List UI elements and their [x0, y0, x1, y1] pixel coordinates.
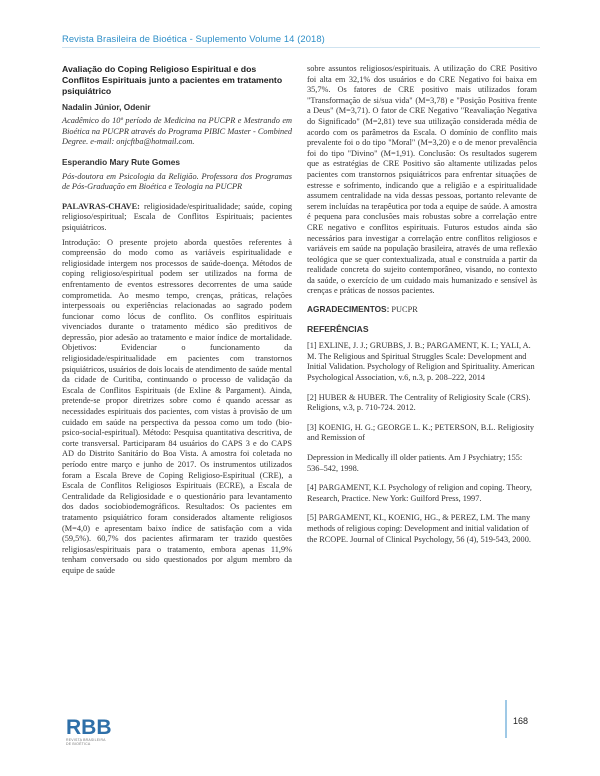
- abstract-body-right: sobre assuntos religiosos/espirituais. A utilização do CRE Positivo foi alta em 32,1% dos usuários e do CRE Negativo foi baixa em 35,7%. Os fatores de CRE positivo mais utilizados foram "Transformação de si/sua vida" (M=3,78) e "Posição Positiva frente a Deus" (M=3,71). O fator de CRE Negativo "Reavaliação Negativa do Significado" (M=2,81) teve sua utilização considerada média de acordo com os parâmetros da Escala. O domínio de conflito mais prevalente foi o do tipo "Moral" (M=3,20) e o de menor prevalência foi do tipo "Divino" (M=1,91). Conclusão: Os resultados sugerem que as estratégias de CRE Positivo são altamente utilizadas pelos pacientes com transtornos psiquiátricos para enfrentar situações de estresse e sofrimento, indicando que a religião e a espiritualidade assumem centralidade na vida dessas pessoas, portanto relevante de serem incluídas na terapêutica por toda a equipe de saúde. A amostra é pequena para conclusões mais robustas sobre a correlação entre CRE negativo e conflitos espirituais. Futuros estudos ainda são necessários para investigar a correlação entre conflitos religiosos e variáveis em saúde na população brasileira, através de uma reflexão teológica que se quer contextualizada, atual e construída a partir da realidade concreta do sujeito contemporâneo, visando, no contexto da saúde, o exercício de um cuidado mais humanizado e sensível às crenças e práticas de nossos pacientes.: [307, 64, 537, 296]
- references-title: REFERÊNCIAS: [307, 323, 369, 334]
- journal-header: Revista Brasileira de Bioética - Suplemento Volume 14 (2018): [62, 33, 325, 44]
- reference-item: [3] KOENIG, H. G.; GEORGE L. K.; PETERSON, B.L. Religiosity and Remission of: [307, 422, 535, 443]
- author-affiliation: Acadêmico do 10º período de Medicina na PUCPR e Mestrando em Bioética na PUCPR através do Programa PIBIC Master - Combined Degree. e-mail: onjcftba@hotmail.com.: [62, 116, 292, 147]
- coauthor-name: Esperandio Mary Rute Gomes: [62, 156, 181, 167]
- reference-item: [4] PARGAMENT, K.I. Psychology of religion and coping. Theory, Research, Practice. New York: Guilford Press, 1997.: [307, 483, 532, 503]
- header-divider: [62, 47, 540, 48]
- coauthor-affiliation: Pós-doutora em Psicologia da Religião. Professora dos Programas de Pós-Graduação em Bioética e Teologia na PUCPR: [62, 171, 292, 192]
- reference-item: [2] HUBER & HUBER. The Centrality of Religiosity Scale (CRS). Religions, v.3, p. 710-724. 2012.: [307, 392, 531, 413]
- acknowledgements: [307, 304, 537, 316]
- right-column: [307, 64, 537, 554]
- page-number: 168: [513, 716, 529, 726]
- keywords-text: religiosidade/espiritualidade; saúde, coping religioso/espiritual; Escala de Conflitos Espirituais; pacientes psiquiátricos.: [62, 201, 292, 232]
- reference-item: [1] EXLINE, J. J.; GRUBBS, J. B.; PARGAMENT, K. I.; YALI, A. M. The Religious and Spiritual Struggles Scale: Development and Initial Validation. Psychology of Religion and Spirituality. American Psychological Association, v.6, n.3, p. 208–222, 2014: [307, 341, 535, 383]
- left-column: [62, 64, 292, 577]
- article-title: Avaliação do Coping Religioso Espiritual e dos Conflitos Espirituais junto a pacientes em tratamento psiquiátrico: [62, 64, 283, 97]
- page-number-bar: [505, 700, 507, 738]
- rbb-logo-caption: REVISTA BRASILEIRA DE BIOÉTICA: [66, 738, 106, 746]
- rbb-logo-text: RBB: [66, 716, 112, 739]
- author-name: Nadalin Júnior, Odenir: [62, 101, 151, 112]
- keywords-label: PALAVRAS-CHAVE:: [62, 201, 140, 211]
- keywords: [62, 202, 292, 234]
- acknowledgements-label: AGRADECIMENTOS:: [307, 304, 390, 315]
- abstract-body-left: Introdução: O presente projeto aborda questões referentes à compreensão do modo como as variáveis espiritualidade e religiosidade intergem nos processos de saúde-doença. Métodos de coping religioso/espiritual podem ser utilizados na forma de enfrentamento de eventos estressores decorrentes de uma saúde comprometida. Ao mesmo tempo, crenças, práticas, relações interpessoais ou experiências relacionadas ao sagrado podem funcionar como lócus de conflito. Os conflitos espirituais vivenciados durante o tratamento médico são preditivos de depressão, pior adesão ao tratamento e maior índice de mortalidade. Objetivos: Evidenciar o funcionamento da religiosidade/espiritualidade em pacientes com transtornos psiquiátricos, usuários de dois locais de atendimento de saúde mental da cidade de Curitiba, continuando o processo de validação da Escala de Conflitos Espirituais (de Exline & Pargament). Ainda, pretende-se propor diretrizes sobre como é quando acessar as necessidades espirituais dos pacientes, com vistas à provisão de um cuidado em saúde na perspectiva da pessoa como um todo (bio-psico-social-espiritual). Método: Pesquisa quantitativa descritiva, de corte transversal. Participaram 84 usuários do CAPS 3 e do CAPS AD do Distrito Sanitário do Boa Vista. A amostra foi coletada no período entre março e junho de 2017. Os instrumentos utilizados foram a Escala Breve de Coping Religioso-Espiritual (CRE), a Escala de Conflitos Religiosos Espirituais (ECRE), a Escala de Centralidade da Religiosidade e o questionário para levantamento dos dados sociobiodemográficos. Resultados: Os pacientes em tratamento psiquiátrico foram considerados altamente religiosos (M=4,0) e apresentam baixo índice de satisfação com a vida (59,5%). 60,7% dos pacientes afirmaram ter trazido questões religiosas/espirituais para o tratamento, embora apenas 11,9% tenham conversado ou sido questionados por algum membro da equipe de saúde: [62, 237, 292, 575]
- acknowledgements-text: PUCPR: [389, 305, 418, 315]
- reference-item: [5] PARGAMENT, KI., KOENIG, HG., & PEREZ, LM. The many methods of religious coping: Development and initial validation of the RCOPE. Journal of Clinical Psychology, 56 (4), 519-543, 2000.: [307, 513, 531, 544]
- reference-item: Depression in Medically ill older patients. Am J Psychiatry; 155: 536–542, 1998.: [307, 453, 523, 473]
- rbb-logo: [66, 714, 112, 739]
